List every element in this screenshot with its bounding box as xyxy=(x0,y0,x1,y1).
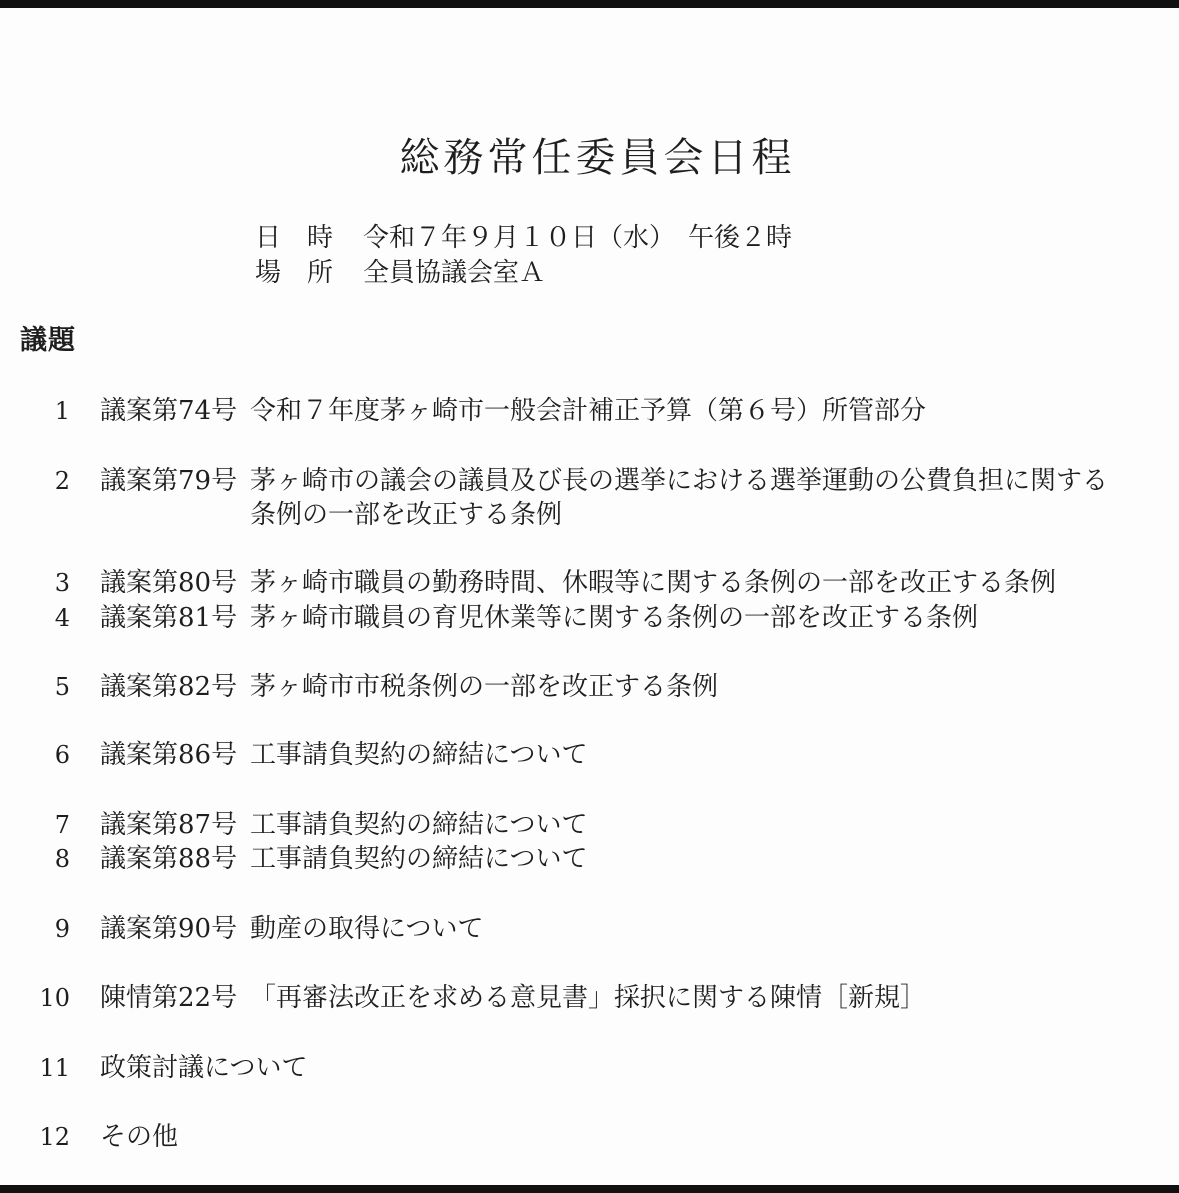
item-label: 議案第79号 xyxy=(100,466,238,496)
item-number: 3 xyxy=(54,569,70,597)
item-label: 議案第81号 xyxy=(100,603,238,633)
agenda-item-continuation xyxy=(0,500,1179,530)
item-title: 茅ヶ崎市職員の勤務時間、休暇等に関する条例の一部を改正する条例 xyxy=(250,568,1057,598)
agenda-item xyxy=(0,740,1179,770)
agenda-item xyxy=(0,1053,1179,1083)
item-label: 議案第74号 xyxy=(100,396,238,426)
item-label: 陳情第22号 xyxy=(100,983,238,1013)
agenda-item xyxy=(0,466,1179,496)
item-title: 令和７年度茅ヶ崎市一般会計補正予算（第６号）所管部分 xyxy=(250,396,927,426)
item-title: 工事請負契約の締結について xyxy=(250,844,588,874)
item-number: 12 xyxy=(39,1123,70,1151)
document-title: 総務常任委員会日程 xyxy=(399,135,796,181)
item-label: 議案第88号 xyxy=(100,844,238,874)
agenda-item xyxy=(0,810,1179,840)
item-label: 議案第90号 xyxy=(100,914,238,944)
place-value: 全員協議会室Ａ xyxy=(363,258,546,288)
item-number: 6 xyxy=(54,741,70,769)
item-number: 1 xyxy=(54,397,70,425)
item-title: 茅ヶ崎市職員の育児休業等に関する条例の一部を改正する条例 xyxy=(250,603,979,633)
item-number: 2 xyxy=(54,467,70,495)
agenda-item xyxy=(0,914,1179,944)
scan-border-top xyxy=(0,0,1179,8)
agenda-heading: 議題 xyxy=(20,325,76,356)
item-label: 議案第80号 xyxy=(100,568,238,598)
item-number: 7 xyxy=(54,811,70,839)
agenda-item xyxy=(0,844,1179,874)
item-label: 議案第86号 xyxy=(100,740,238,770)
meeting-place xyxy=(255,258,545,288)
item-number: 8 xyxy=(54,845,70,873)
item-number: 11 xyxy=(39,1054,70,1082)
agenda-item xyxy=(0,672,1179,702)
item-title: 政策討議について xyxy=(100,1053,308,1083)
item-label: 議案第82号 xyxy=(100,672,238,702)
item-title: その他 xyxy=(100,1122,179,1152)
place-label: 場 所 xyxy=(255,258,334,288)
item-title: 茅ヶ崎市市税条例の一部を改正する条例 xyxy=(250,672,719,702)
item-title: 動産の取得について xyxy=(250,914,484,944)
agenda-item xyxy=(0,983,1179,1013)
item-number: 10 xyxy=(39,984,70,1012)
agenda-item xyxy=(0,568,1179,598)
scan-border-bottom xyxy=(0,1185,1179,1193)
datetime-value: 令和７年９月１０日（水） 午後２時 xyxy=(363,223,793,253)
item-title: 茅ヶ崎市の議会の議員及び長の選挙における選挙運動の公費負担に関する xyxy=(250,466,1109,496)
item-number: 9 xyxy=(54,915,70,943)
item-title: 「再審法改正を求める意見書」採択に関する陳情［新規］ xyxy=(250,983,927,1013)
item-label: 議案第87号 xyxy=(100,810,238,840)
item-title: 工事請負契約の締結について xyxy=(250,740,588,770)
agenda-item xyxy=(0,396,1179,426)
meeting-datetime xyxy=(255,223,792,253)
datetime-label: 日 時 xyxy=(255,223,334,253)
item-number: 5 xyxy=(54,673,70,701)
agenda-item xyxy=(0,603,1179,633)
item-number: 4 xyxy=(54,604,70,632)
item-title: 工事請負契約の締結について xyxy=(250,810,588,840)
item-title-continued: 条例の一部を改正する条例 xyxy=(250,500,563,530)
agenda-item xyxy=(0,1122,1179,1152)
